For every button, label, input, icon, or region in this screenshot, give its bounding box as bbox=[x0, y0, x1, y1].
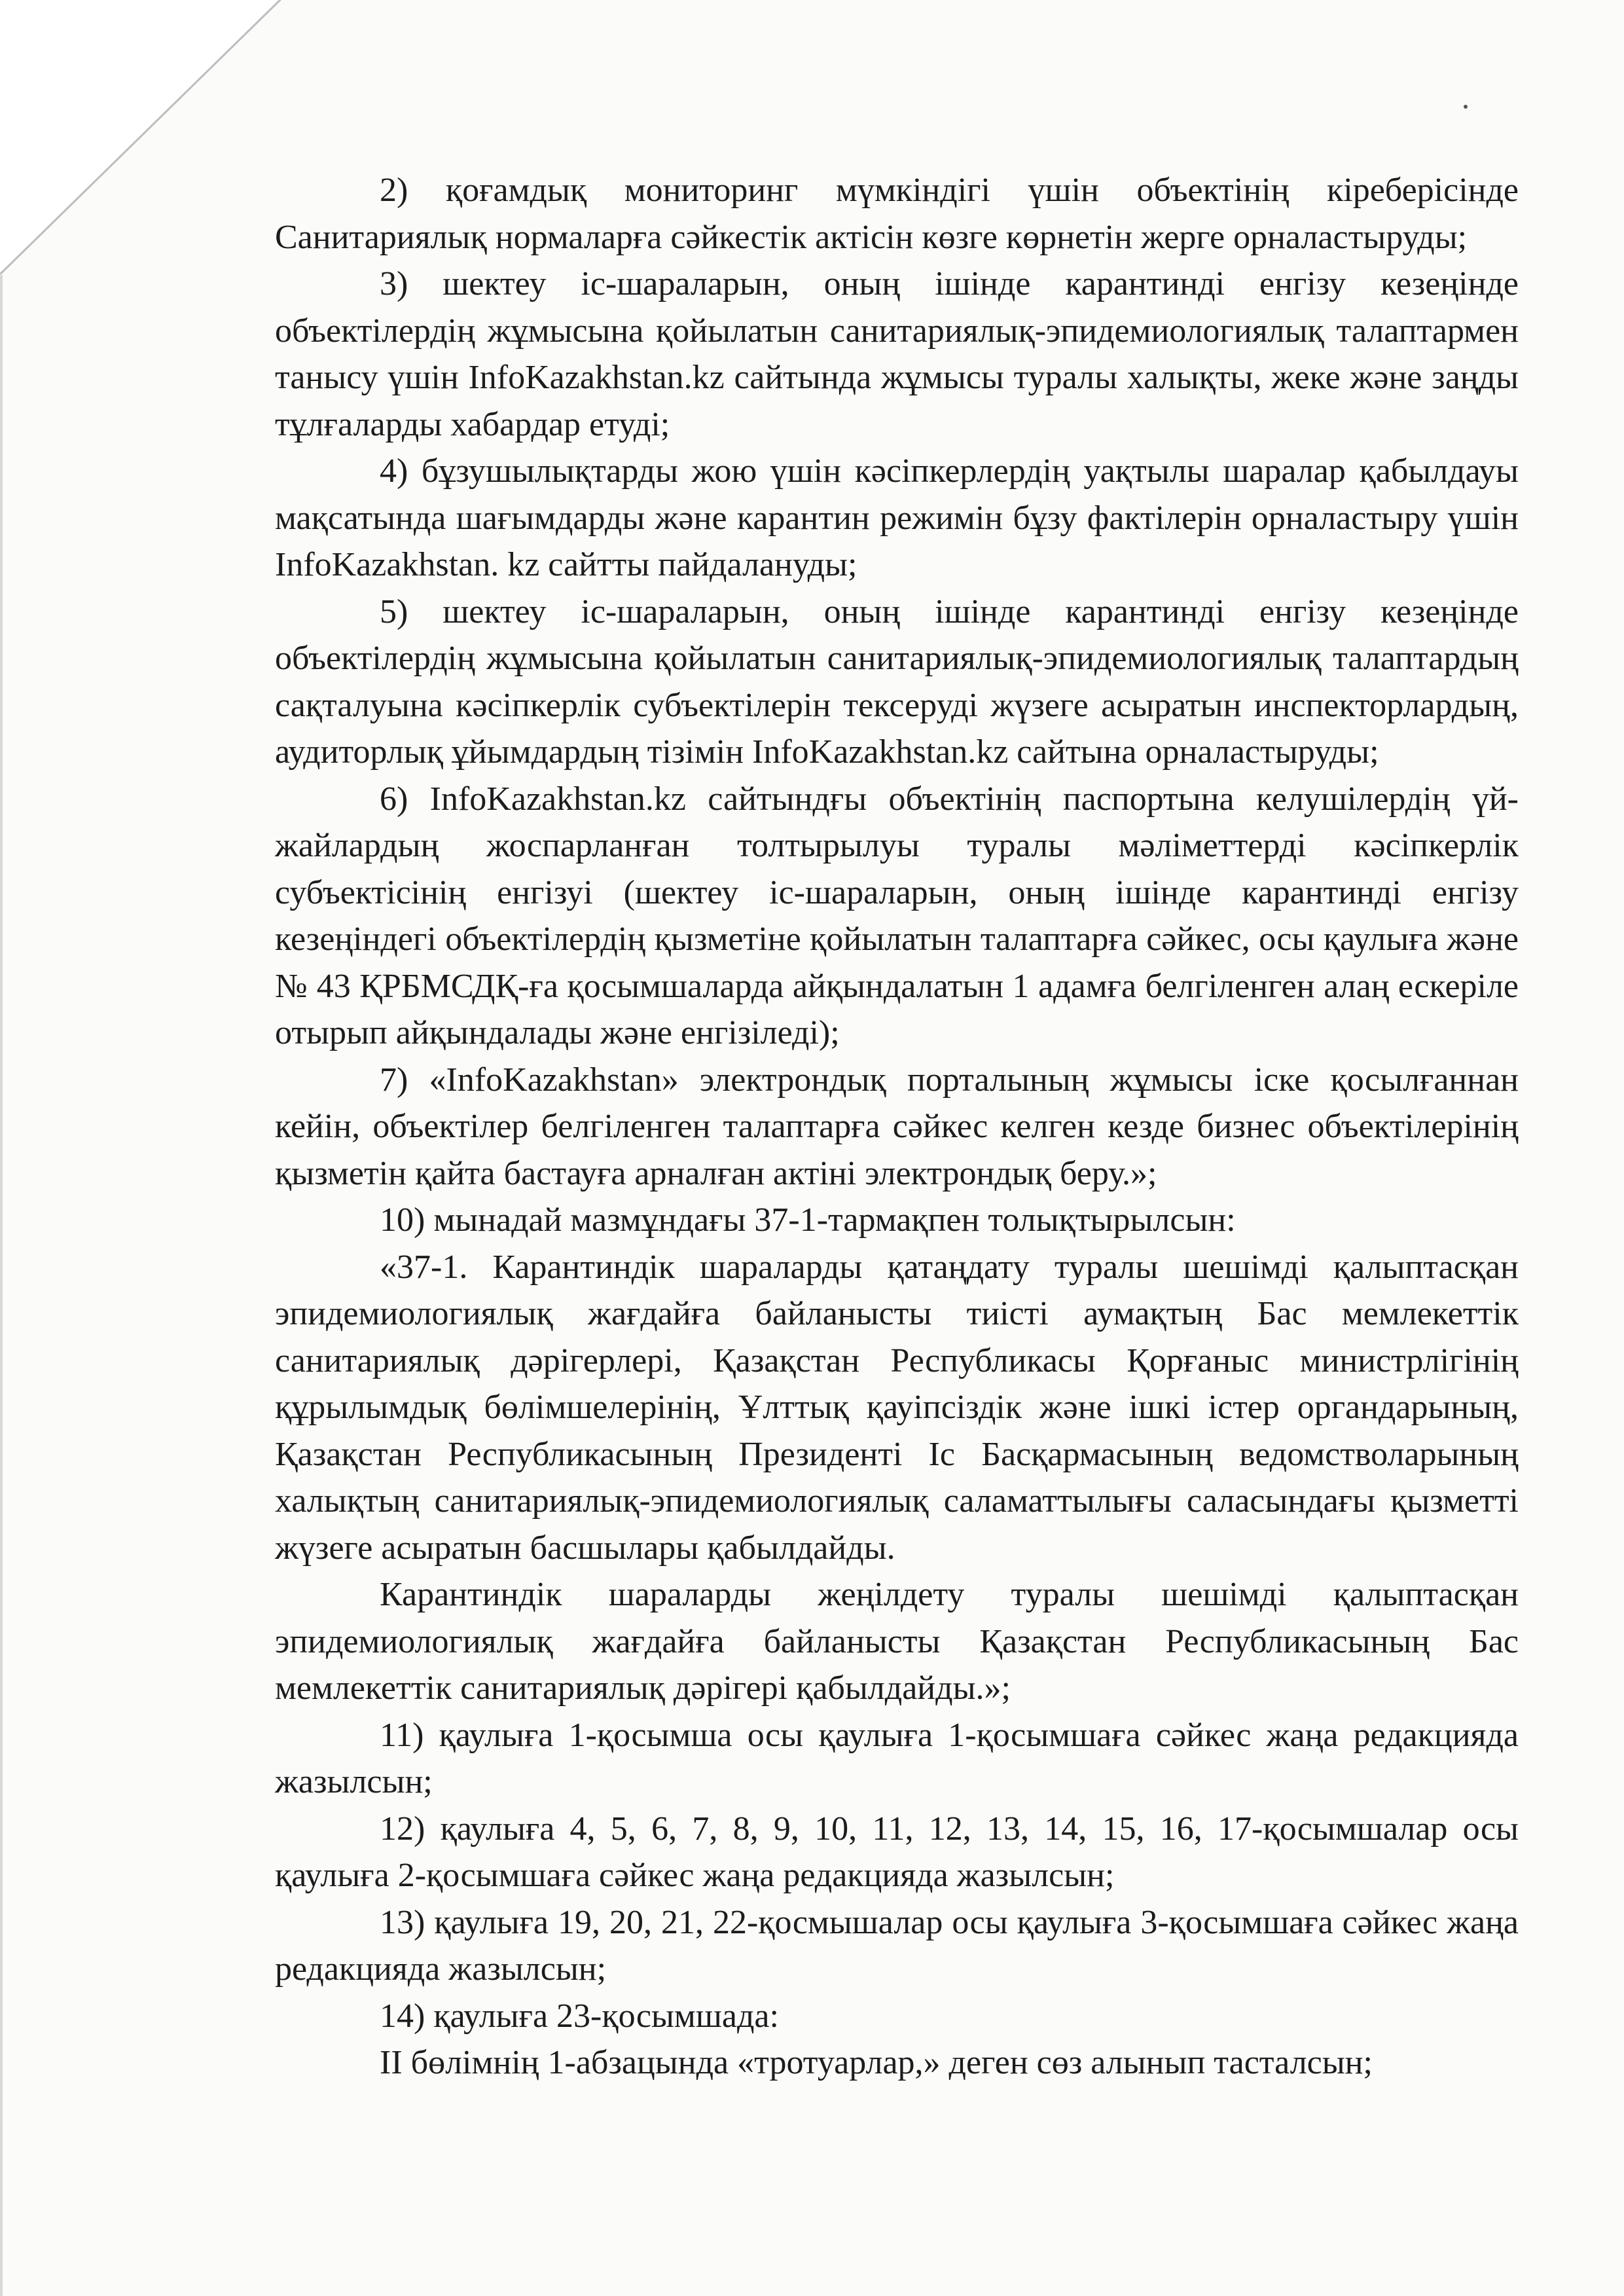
paragraph-item-3: 3) шектеу іс-шараларын, оның ішінде карантинді енгізу кезеңінде объектілердің жұмысына қойылатын санитариялық-эпидемиологиялық талаптармен танысу үшін InfoKazakhstan.kz сайтында жұмысы туралы халықты, жеке және заңды тұлғаларды хабардар етуді; bbox=[275, 265, 1519, 443]
paragraph-item-12: 12) қаулыға 4, 5, 6, 7, 8, 9, 10, 11, 12, 13, 14, 15, 16, 17-қосымшалар осы қаулыға 2-қосымшаға сәйкес жаңа редакцияда жазылсын; bbox=[275, 1810, 1519, 1894]
paragraph-item-7: 7) «InfoKazakhstan» электрондық порталының жұмысы іске қосылғаннан кейін, объектілер белгіленген талаптарға сәйкес келген кезде бизнес объектілерінің қызметін қайта бастауға арналған актіні электрондық беру.»; bbox=[275, 1061, 1519, 1192]
page-edge-shadow bbox=[0, 275, 3, 2296]
paragraph-section-2: ІІ бөлімнің 1-абзацында «тротуарлар,» деген сөз алынып тасталсын; bbox=[380, 2044, 1373, 2081]
paragraph-item-13: 13) қаулыға 19, 20, 21, 22-қосмышалар осы қаулыға 3-қосымшаға сәйкес жаңа редакцияда жазылсын; bbox=[275, 1903, 1519, 1988]
paragraph-item-11: 11) қаулыға 1-қосымша осы қаулыға 1-қосымшаға сәйкес жаңа редакцияда жазылсын; bbox=[275, 1716, 1519, 1800]
paragraph-item-4: 4) бұзушылықтарды жою үшін кәсіпкерлердің уақтылы шаралар қабылдауы мақсатында шағымдарды және карантин режимін бұзу фактілерін орналастыру үшін InfoKazakhstan. kz сайтты пайдалануды; bbox=[275, 452, 1519, 583]
paragraph-clause-37-1-second: Карантиндік шараларды жеңілдету туралы шешімді қалыптасқан эпидемиологиялық жағдайға байланысты Қазақстан Республикасының Бас мемлекеттік санитариялық дәрігері қабылдайды.»; bbox=[275, 1576, 1519, 1707]
paragraph-item-6: 6) InfoKazakhstan.kz сайтындғы объектінің паспортына келушілердің үй-жайлардың жоспарланған толтырылуы туралы мәліметтерді кәсіпкерлік субъектісінің енгізуі (шектеу іс-шараларын, оның ішінде карантинді енгізу кезеңіндегі объектілердің қызметіне қойылатын талаптарға сәйкес, осы қаулыға және № 43 ҚРБМСДҚ-ға қосымшаларда айқындалатын 1 адамға белгіленген алаң ескеріле отырып айқындалады және енгізіледі); bbox=[275, 780, 1519, 1051]
paragraph-item-14: 14) қаулыға 23-қосымшада: bbox=[380, 1997, 779, 2035]
paragraph-item-5: 5) шектеу іс-шараларын, оның ішінде карантинді енгізу кезеңінде объектілердің жұмысына қойылатын санитариялық-эпидемиологиялық талаптардың сақталуына кәсіпкерлік субъектілерін тексеруді жүзеге асыратын инспекторлардың, аудиторлық ұйымдардың тізімін InfoKazakhstan.kz сайтына орналастыруды; bbox=[275, 592, 1519, 771]
paragraph-clause-37-1: «37-1. Карантиндік шараларды қатаңдату туралы шешімді қалыптасқан эпидемиологиялық жағдайға байланысты тиісті аумақтың Бас мемлекеттік санитариялық дәрігерлері, Қазақстан Республикасы Қорғаныс министрлігінің құрылымдық бөлімшелерінің, Ұлттық қауіпсіздік және ішкі істер органдарының, Қазақстан Республикасының Президенті Іс Басқармасының ведомстволарының халықтың санитариялық-эпидемиологиялық саламаттылығы саласындағы қызметті жүзеге асыратын басшылары қабылдайды. bbox=[275, 1248, 1519, 1567]
paragraph-item-2: 2) қоғамдық мониторинг мүмкіндігі үшін объектінің кіреберісінде Санитариялық нормаларға сәйкестік актісін көзге көрнетін жерге орналастыруды; bbox=[275, 172, 1519, 256]
document-body bbox=[275, 167, 1519, 2086]
scan-speck bbox=[1464, 105, 1468, 109]
paragraph-item-10: 10) мынадай мазмұндағы 37-1-тармақпен толықтырылсын: bbox=[380, 1201, 1236, 1239]
